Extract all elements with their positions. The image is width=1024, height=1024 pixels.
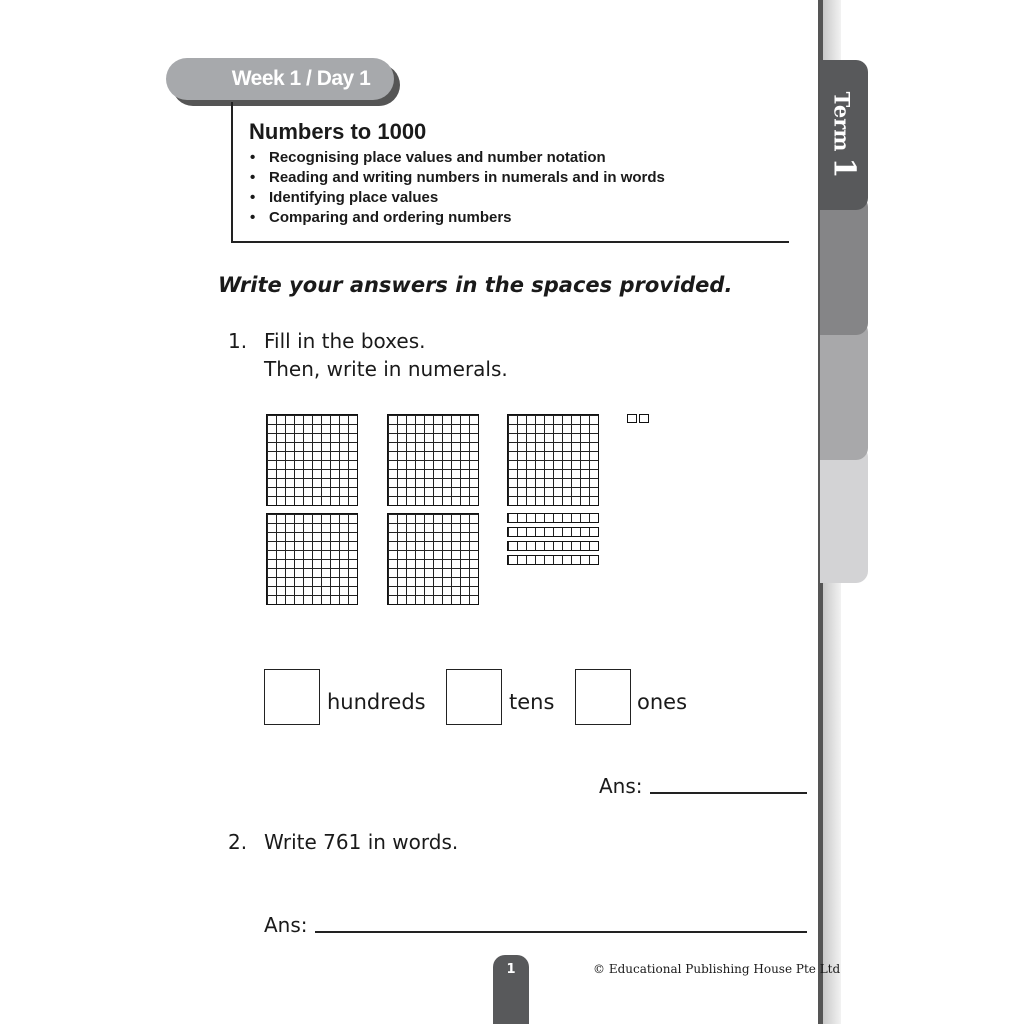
question-2-text: Write 761 in words.	[264, 830, 459, 854]
tens-answer-box[interactable]	[446, 669, 502, 725]
ones-label: ones	[637, 690, 688, 714]
week-day-label: Week 1 / Day 1	[231, 67, 371, 90]
hundreds-block	[387, 513, 479, 605]
term-tab-2[interactable]	[820, 195, 868, 335]
bullet-icon: •	[250, 169, 256, 186]
ones-cube	[639, 414, 649, 423]
question-2-answer-line[interactable]	[315, 931, 807, 933]
topic-title: Numbers to 1000	[249, 119, 427, 144]
hundreds-block	[387, 414, 479, 506]
question-1-text	[264, 327, 508, 383]
hundreds-block	[266, 414, 358, 506]
objective-item	[250, 148, 665, 168]
objectives-list	[250, 148, 665, 228]
instruction-text: Write your answers in the spaces provided.	[218, 273, 733, 297]
question-1-number: 1.	[228, 329, 248, 353]
term-tab-4[interactable]	[820, 445, 868, 583]
objective-text: Recognising place values and number notation	[269, 149, 606, 166]
objective-item	[250, 188, 665, 208]
objective-item	[250, 208, 665, 228]
hundreds-block	[507, 414, 599, 506]
objective-text: Comparing and ordering numbers	[269, 209, 512, 226]
tens-rod	[507, 555, 599, 565]
term-tab-3[interactable]	[820, 320, 868, 460]
bullet-icon: •	[250, 209, 256, 226]
hundreds-block	[266, 513, 358, 605]
question-1-line-1: Fill in the boxes.	[264, 329, 426, 353]
header-rule-bottom	[231, 241, 789, 243]
term-tab-label	[827, 92, 862, 179]
objective-text: Identifying place values	[269, 189, 439, 206]
question-1-answer-label: Ans:	[599, 774, 643, 798]
tens-label: tens	[509, 690, 555, 714]
copyright-text: © Educational Publishing House Pte Ltd	[593, 962, 841, 976]
hundreds-label: hundreds	[327, 690, 426, 714]
ones-cube	[627, 414, 637, 423]
tens-rod	[507, 527, 599, 537]
header-rule-left	[231, 102, 233, 242]
tens-rod	[507, 541, 599, 551]
objective-text: Reading and writing numbers in numerals and in words	[269, 169, 665, 186]
hundreds-answer-box[interactable]	[264, 669, 320, 725]
question-2-number: 2.	[228, 830, 248, 854]
question-2-answer-label: Ans:	[264, 913, 308, 937]
question-1-line-2: Then, write in numerals.	[264, 357, 508, 381]
bullet-icon: •	[250, 149, 256, 166]
term-word: Term	[829, 91, 855, 152]
term-number: 1	[826, 157, 862, 179]
page-number: 1	[506, 962, 516, 977]
ones-answer-box[interactable]	[575, 669, 631, 725]
question-1-answer-line[interactable]	[650, 792, 807, 794]
objective-item	[250, 168, 665, 188]
bullet-icon: •	[250, 189, 256, 206]
tens-rod	[507, 513, 599, 523]
